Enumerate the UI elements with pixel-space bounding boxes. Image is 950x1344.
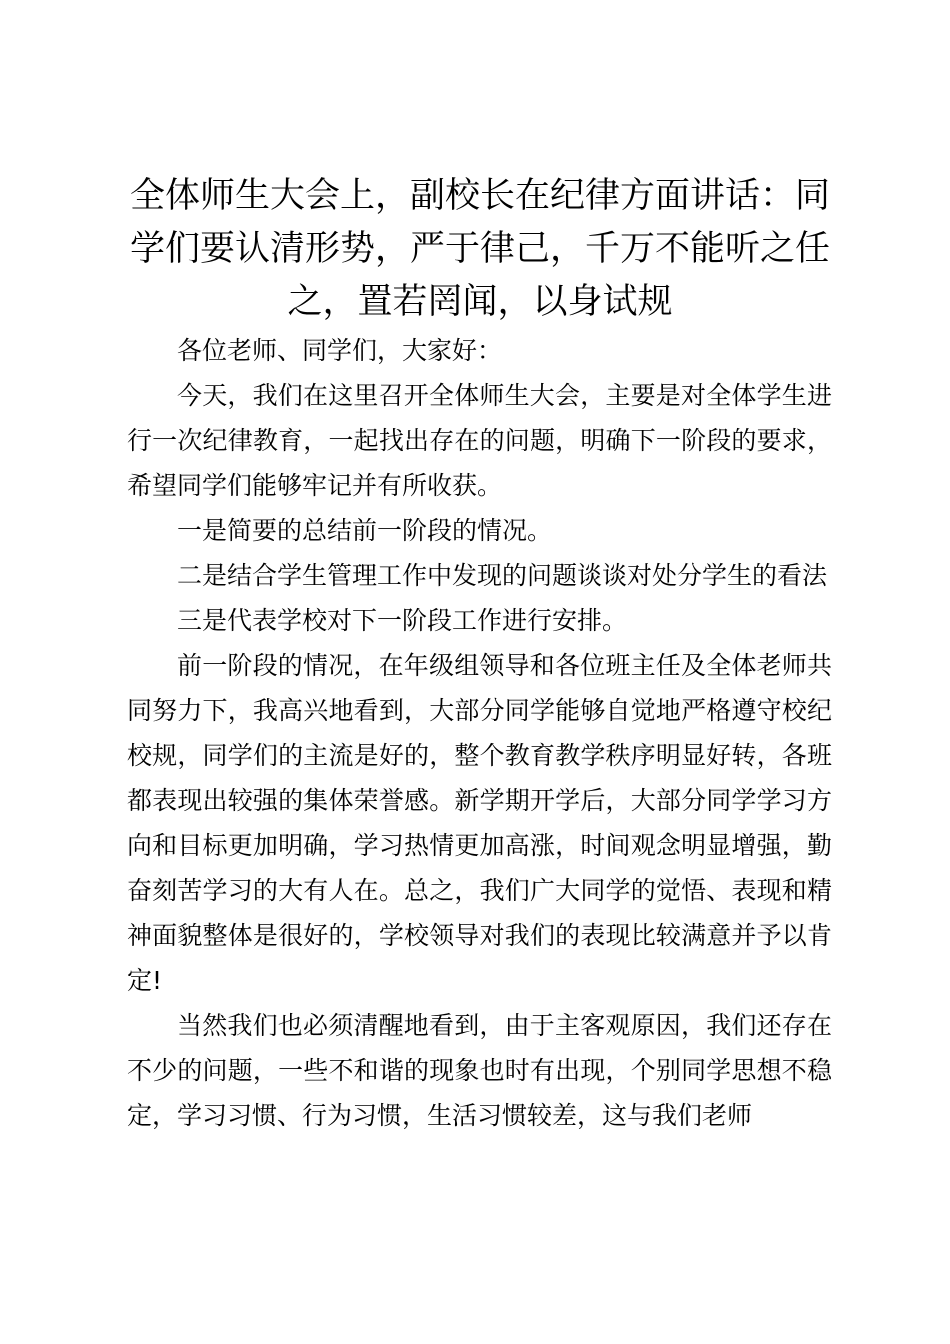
body-paragraph: 当然我们也必须清醒地看到，由于主客观原因，我们还存在不少的问题，一些不和谐的现象也时有出现，个别同学思想不稳定，学习习惯、行为习惯，生活习惯较差，这与我们老师	[127, 1011, 832, 1130]
document-body	[127, 328, 832, 1138]
greeting-paragraph: 各位老师、同学们，大家好：	[177, 336, 503, 365]
body-paragraph: 三是代表学校对下一阶段工作进行安排。	[177, 606, 628, 635]
body-paragraph: 前一阶段的情况，在年级组领导和各位班主任及全体老师共同努力下，我高兴地看到，大部分同学能够自觉地严格遵守校纪校规，同学们的主流是好的，整个教育教学秩序明显好转，各班都表现出较强的集体荣誉感。新学期开学后，大部分同学学习方向和目标更加明确，学习热情更加高涨，时间观念明显增强，勤奋刻苦学习的大有人在。总之，我们广大同学的觉悟、表现和精神面貌整体是很好的，学校领导对我们的表现比较满意并予以肯定!	[127, 651, 832, 995]
body-paragraph: 二是结合学生管理工作中发现的问题谈谈对处分学生的看法	[177, 561, 828, 590]
body-paragraph: 今天，我们在这里召开全体师生大会，主要是对全体学生进行一次纪律教育，一起找出存在的问题，明确下一阶段的要求，希望同学们能够牢记并有所收获。	[127, 381, 832, 500]
body-paragraph: 一是简要的总结前一阶段的情况。	[177, 516, 553, 545]
document-title: 全体师生大会上，副校长在纪律方面讲话：同学们要认清形势，严于律己，千万不能听之任之，置若罔闻，以身试规	[129, 176, 830, 322]
